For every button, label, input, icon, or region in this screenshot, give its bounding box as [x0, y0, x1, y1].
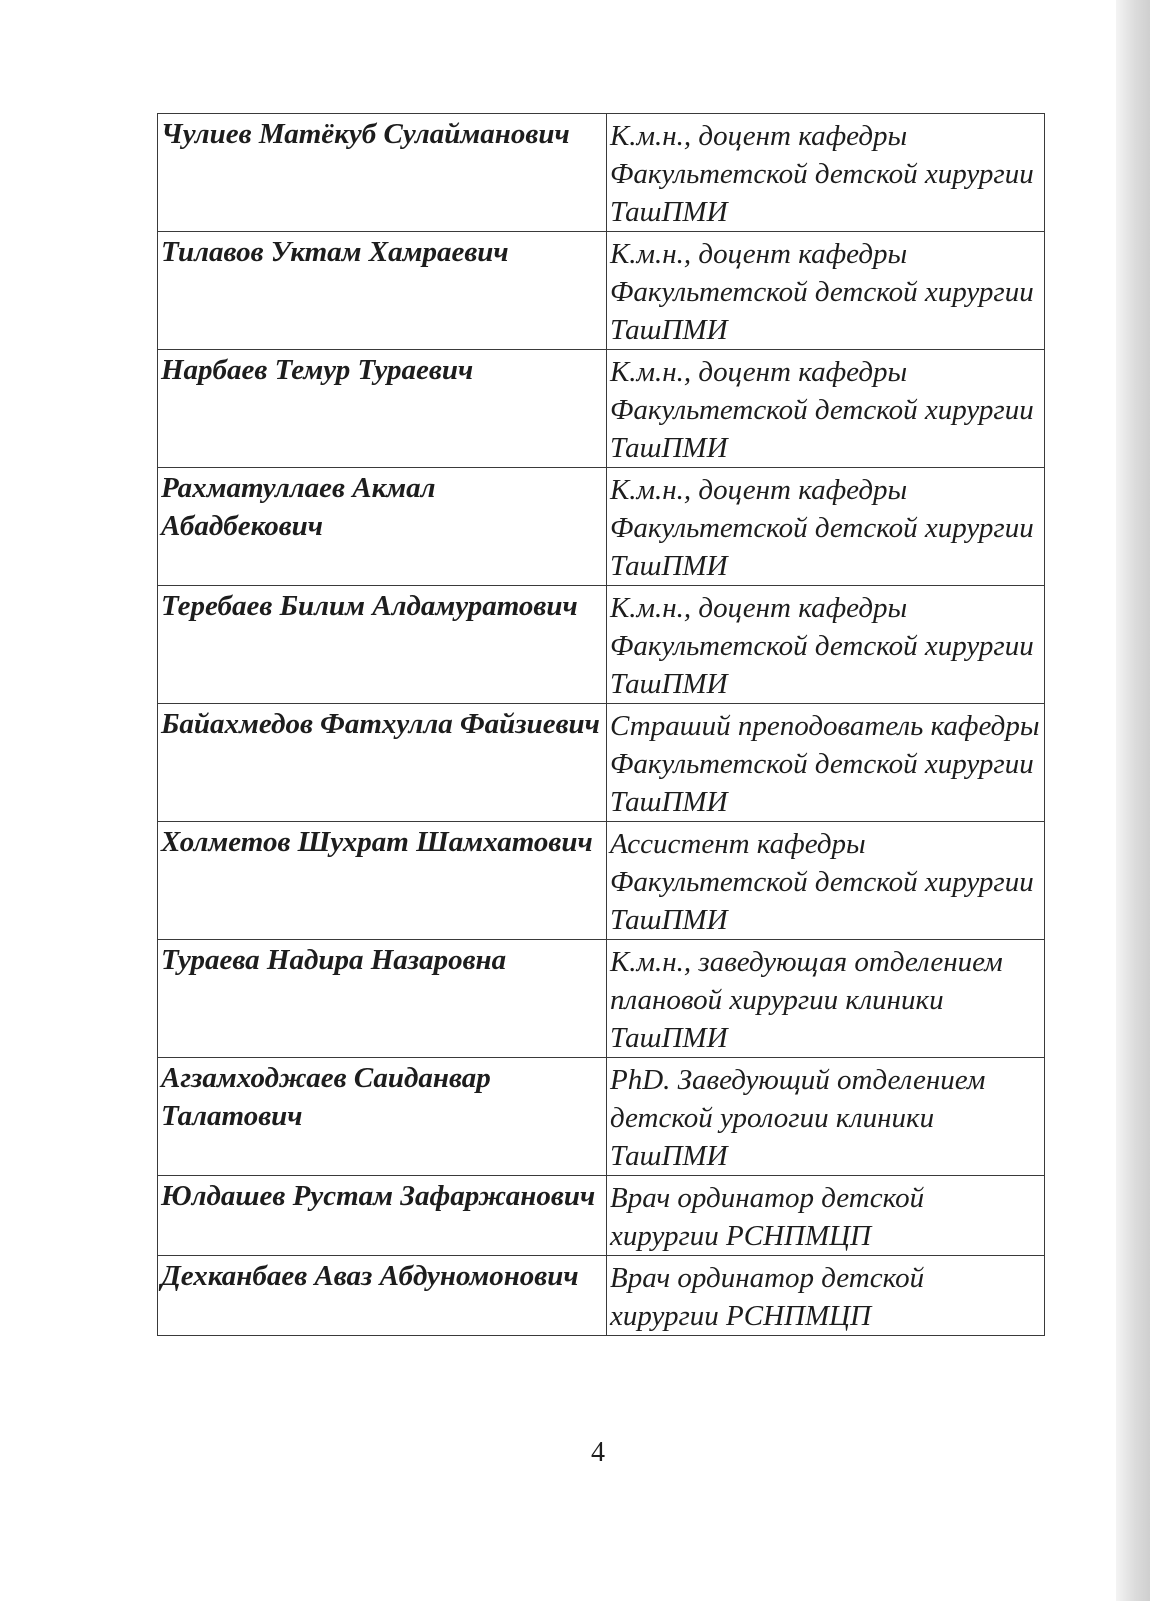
staff-name: Теребаев Билим Алдамуратович [158, 586, 607, 704]
staff-name: Чулиев Матёкуб Сулайманович [158, 114, 607, 232]
table-row [158, 232, 1045, 350]
staff-name: Рахматуллаев Акмал Абадбекович [158, 468, 607, 586]
table-row [158, 1256, 1045, 1336]
staff-position: PhD. Заведующий отделением детской урологии клиники ТашПМИ [607, 1058, 1045, 1176]
staff-position: К.м.н., заведующая отделением плановой хирургии клиники ТашПМИ [607, 940, 1045, 1058]
table-row [158, 1058, 1045, 1176]
table-row [158, 704, 1045, 822]
table-row [158, 350, 1045, 468]
staff-name: Тилавов Уктам Хамраевич [158, 232, 607, 350]
staff-position: Страший преподователь кафедры Факультетской детской хирургии ТашПМИ [607, 704, 1045, 822]
staff-position: К.м.н., доцент кафедры Факультетской детской хирургии ТашПМИ [607, 586, 1045, 704]
staff-name: Агзамходжаев Саиданвар Талатович [158, 1058, 607, 1176]
table-row [158, 940, 1045, 1058]
table-row [158, 114, 1045, 232]
staff-position: Ассистент кафедры Факультетской детской хирургии ТашПМИ [607, 822, 1045, 940]
table-row [158, 468, 1045, 586]
page-number: 4 [591, 1437, 605, 1468]
staff-name: Дехканбаев Аваз Абдуномонович [158, 1256, 607, 1336]
table-row [158, 822, 1045, 940]
staff-name: Юлдашев Рустам Зафаржанович [158, 1176, 607, 1256]
staff-name: Байахмедов Фатхулла Файзиевич [158, 704, 607, 822]
staff-position: К.м.н., доцент кафедры Факультетской детской хирургии ТашПМИ [607, 350, 1045, 468]
table-row [158, 1176, 1045, 1256]
staff-position: К.м.н., доцент кафедры Факультетской детской хирургии ТашПМИ [607, 468, 1045, 586]
staff-position: Врач ординатор детской хирургии РСНПМЦП [607, 1256, 1045, 1336]
page-edge-shadow [1116, 0, 1150, 1601]
staff-table [157, 113, 1045, 1336]
staff-name: Тураева Надира Назаровна [158, 940, 607, 1058]
staff-name: Холметов Шухрат Шамхатович [158, 822, 607, 940]
staff-position: К.м.н., доцент кафедры Факультетской детской хирургии ТашПМИ [607, 114, 1045, 232]
staff-name: Нарбаев Темур Тураевич [158, 350, 607, 468]
staff-position: Врач ординатор детской хирургии РСНПМЦП [607, 1176, 1045, 1256]
staff-position: К.м.н., доцент кафедры Факультетской детской хирургии ТашПМИ [607, 232, 1045, 350]
table-row [158, 586, 1045, 704]
